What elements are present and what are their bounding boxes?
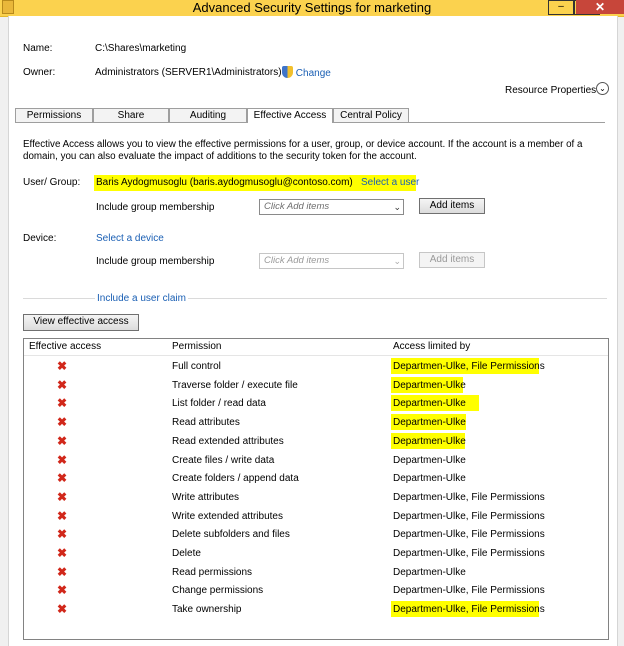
select-user-link[interactable]: Select a user [361, 177, 420, 188]
effective-access-table [23, 338, 609, 640]
table-row[interactable] [24, 398, 608, 416]
permission-cell: Delete subfolders and files [172, 529, 290, 541]
permission-cell: List folder / read data [172, 398, 266, 410]
deny-icon: ✖ [57, 489, 68, 504]
device-group-combo [259, 253, 404, 269]
add-items-device-button: Add items [419, 252, 485, 268]
user-group-value: Baris Aydogmusoglu (baris.aydogmusoglu@contoso.com) [96, 177, 353, 188]
deny-icon: ✖ [57, 602, 68, 617]
limited-by-cell: Departmen-Ulke [393, 473, 466, 485]
deny-icon: ✖ [57, 415, 68, 430]
add-items-button[interactable]: Add items [419, 198, 485, 214]
deny-icon: ✖ [57, 377, 68, 392]
window-title: Advanced Security Settings for marketing [192, 0, 432, 15]
limited-by-cell: Departmen-Ulke, File Permissions [393, 529, 545, 541]
include-group-label: Include group membership [96, 202, 215, 213]
owner-label: Owner: [23, 67, 56, 78]
table-header [24, 339, 608, 356]
tab-auditing[interactable]: Auditing [169, 108, 247, 122]
permission-cell: Write extended attributes [172, 510, 283, 522]
minimize-button[interactable]: – [548, 0, 574, 15]
effective-access-description: Effective Access allows you to view the effective permissions for a user, group, or device account. If the account is a member of a domain, you can also evaluate the impact of additions to the security token for the account. [23, 139, 583, 162]
permission-cell: Traverse folder / execute file [172, 379, 298, 391]
title-bar [0, 0, 624, 17]
table-row[interactable] [24, 361, 608, 379]
table-row[interactable] [24, 604, 608, 622]
permission-cell: Write attributes [172, 491, 240, 503]
tab-permissions[interactable]: Permissions [15, 108, 93, 122]
limited-by-cell: Departmen-Ulke, File Permissions [393, 510, 545, 522]
close-button[interactable]: ✕ [576, 0, 624, 14]
table-row[interactable] [24, 508, 608, 529]
limited-by-cell: Departmen-Ulke [393, 566, 466, 578]
tab-effective-access[interactable]: Effective Access [247, 108, 333, 123]
limited-by-cell: Departmen-Ulke, File Permissions [393, 361, 545, 372]
combo-placeholder: Click Add items [264, 201, 330, 212]
resource-properties-label[interactable]: Resource Properties [505, 85, 597, 96]
permission-cell: Create folders / append data [172, 473, 299, 485]
column-header-effective-access: Effective access [29, 341, 102, 352]
permission-cell: Create files / write data [172, 454, 275, 466]
table-row[interactable] [24, 417, 608, 435]
deny-icon: ✖ [57, 433, 68, 448]
tab-central-policy[interactable]: Central Policy [333, 108, 409, 122]
limited-by-cell: Departmen-Ulke [393, 398, 466, 410]
include-user-claim-link[interactable]: Include a user claim [97, 293, 186, 304]
table-row[interactable] [24, 564, 608, 585]
deny-icon: ✖ [57, 564, 68, 579]
tab-strip [15, 108, 605, 123]
table-row[interactable] [24, 433, 608, 454]
limited-by-cell: Departmen-Ulke, File Permissions [393, 491, 545, 503]
change-owner-link[interactable] [282, 66, 331, 79]
owner-value: Administrators (SERVER1\Administrators) [95, 67, 282, 78]
include-group-label-device: Include group membership [96, 256, 215, 267]
permission-cell: Full control [172, 361, 221, 372]
deny-icon: ✖ [57, 452, 68, 467]
permission-cell: Read permissions [172, 566, 253, 578]
dialog-content [8, 16, 618, 646]
limited-by-cell: Departmen-Ulke [393, 379, 466, 391]
change-link-label: Change [295, 68, 331, 79]
limited-by-cell: Departmen-Ulke, File Permissions [393, 585, 545, 597]
select-device-link[interactable]: Select a device [96, 233, 164, 244]
permission-cell: Take ownership [172, 604, 242, 616]
permission-cell: Read attributes [172, 417, 240, 429]
limited-by-cell: Departmen-Ulke [393, 435, 466, 447]
uac-shield-icon [282, 66, 293, 78]
deny-icon: ✖ [57, 359, 68, 373]
chevron-down-icon[interactable]: ⌄ [596, 82, 609, 95]
chevron-down-icon: ⌄ [393, 256, 401, 266]
deny-icon: ✖ [57, 527, 68, 542]
deny-icon: ✖ [57, 546, 68, 560]
chevron-down-icon: ⌄ [393, 202, 401, 212]
name-value: C:\Shares\marketing [95, 43, 187, 54]
limited-by-cell: Departmen-Ulke [393, 454, 466, 466]
combo-placeholder-device: Click Add items [264, 255, 330, 266]
table-row[interactable] [24, 473, 608, 491]
deny-icon: ✖ [57, 583, 68, 598]
permission-cell: Delete [172, 548, 201, 559]
table-row[interactable] [24, 548, 608, 566]
table-row[interactable] [24, 452, 608, 473]
deny-icon: ✖ [57, 396, 68, 411]
table-row[interactable] [24, 377, 608, 398]
limited-by-cell: Departmen-Ulke, File Permissions [393, 604, 545, 616]
table-row[interactable] [24, 529, 608, 547]
user-group-label: User/ Group: [23, 177, 81, 188]
permission-cell: Change permissions [172, 585, 264, 597]
limited-by-cell: Departmen-Ulke [393, 417, 466, 429]
tab-share[interactable]: Share [93, 108, 169, 122]
device-label: Device: [23, 233, 57, 244]
column-header-access-limited-by: Access limited by [393, 341, 471, 352]
permission-cell: Read extended attributes [172, 435, 284, 447]
deny-icon: ✖ [57, 471, 68, 486]
limited-by-cell: Departmen-Ulke, File Permissions [393, 548, 545, 559]
deny-icon: ✖ [57, 508, 68, 523]
column-header-permission: Permission [172, 341, 222, 352]
name-label: Name: [23, 43, 53, 54]
view-effective-access-button[interactable]: View effective access [23, 314, 139, 331]
group-membership-combo[interactable] [259, 199, 404, 215]
table-row[interactable] [24, 489, 608, 510]
